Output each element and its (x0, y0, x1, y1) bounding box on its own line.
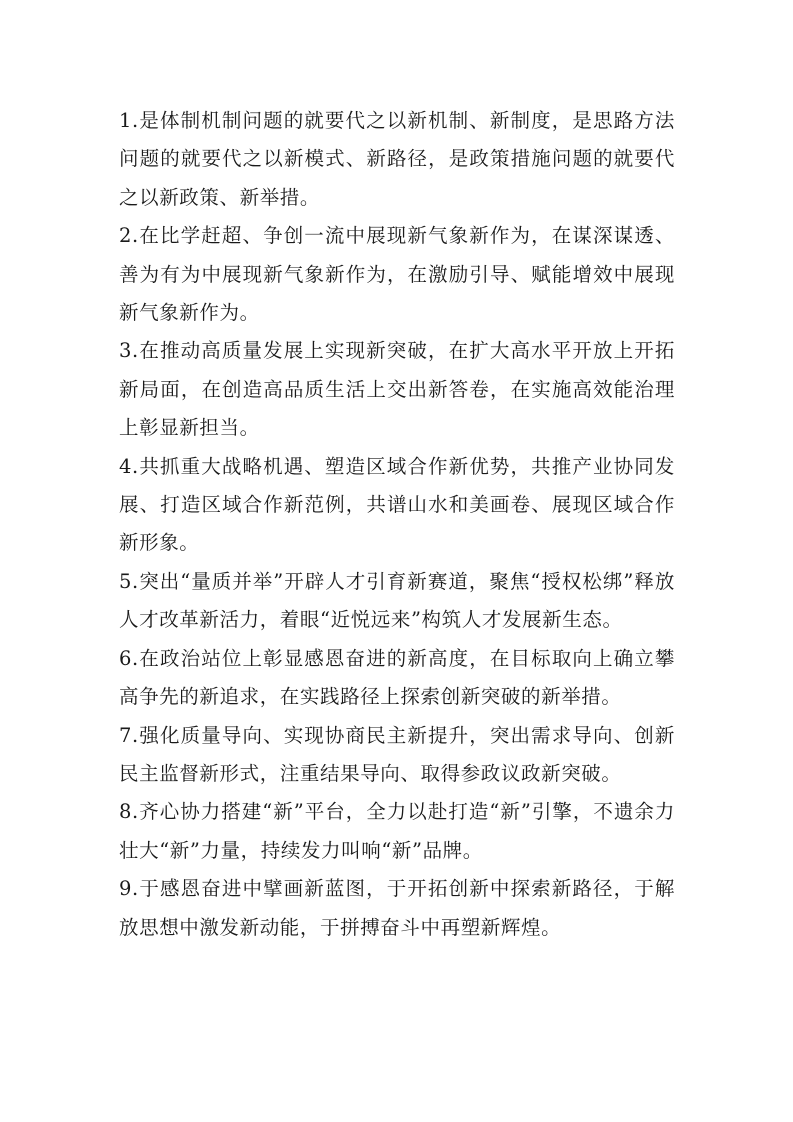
list-item: 7.强化质量导向、实现协商民主新提升，突出需求导向、创新民主监督新形式，注重结果导向、取得参政议政新突破。 (119, 723, 675, 785)
list-item: 3.在推动高质量发展上实现新突破，在扩大高水平开放上开拓新局面，在创造高品质生活上交出新答卷，在实施高效能治理上彰显新担当。 (119, 339, 675, 440)
list-item: 9.于感恩奋进中擘画新蓝图，于开拓创新中探索新路径，于解放思想中激发新动能，于拼搏奋斗中再塑新辉煌。 (119, 877, 675, 939)
list-item: 2.在比学赶超、争创一流中展现新气象新作为，在谋深谋透、善为有为中展现新气象新作为，在激励引导、赋能增效中展现新气象新作为。 (119, 224, 675, 325)
list-item: 8.齐心协力搭建“新”平台，全力以赴打造“新”引擎，不遗余力壮大“新”力量，持续发力叫响“新”品牌。 (119, 800, 675, 862)
list-item: 1.是体制机制问题的就要代之以新机制、新制度，是思路方法问题的就要代之以新模式、新路径，是政策措施问题的就要代之以新政策、新举措。 (119, 109, 675, 209)
list-item: 6.在政治站位上彰显感恩奋进的新高度，在目标取向上确立攀高争先的新追求，在实践路径上探索创新突破的新举措。 (119, 646, 675, 709)
list-item: 5.突出“量质并举”开辟人才引育新赛道，聚焦“授权松绑”释放人才改革新活力，着眼“近悦远来”构筑人才发展新生态。 (119, 569, 675, 632)
document-body (119, 102, 675, 947)
list-item: 4.共抓重大战略机遇、塑造区域合作新优势，共推产业协同发展、打造区域合作新范例，共谱山水和美画卷、展现区域合作新形象。 (119, 454, 675, 555)
